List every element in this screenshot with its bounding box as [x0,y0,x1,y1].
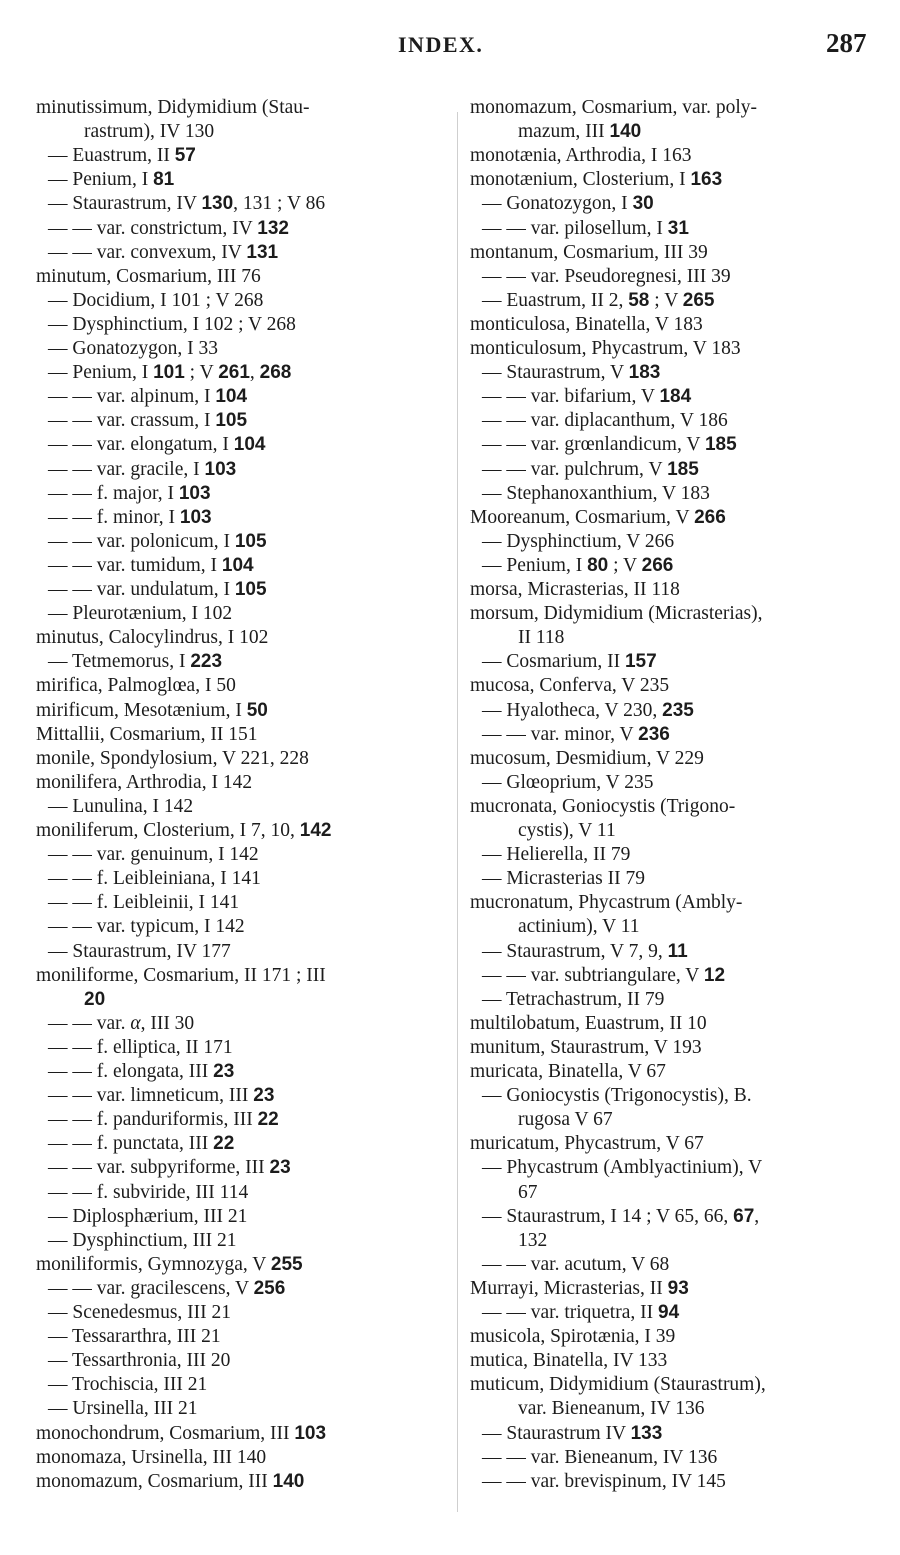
index-entry: — Pleurotænium, I 102 [48,603,233,625]
index-entry: — Hyalotheca, V 230, 235 [482,699,694,721]
index-entry: — Cosmarium, II 157 [482,651,657,673]
index-entry: — Micrasterias II 79 [482,868,645,890]
index-entry: — — var. pulchrum, V 185 [482,458,699,480]
index-entry: — — var. α, III 30 [48,1012,195,1034]
index-entry: — — var. crassum, I 105 [48,410,248,432]
index-entry: muricata, Binatella, V 67 [470,1061,666,1082]
index-entry: — — var. gracile, I 103 [48,458,237,480]
index-entry: — Stephanoxanthium, V 183 [482,482,710,504]
index-entry: — — var. bifarium, V 184 [482,386,692,408]
index-entry: minutus, Calocylindrus, I 102 [36,627,269,649]
index-entry: monotænium, Closterium, I 163 [470,169,723,191]
index-entry: — — f. elliptica, II 171 [48,1036,233,1058]
index-entry: mucosum, Desmidium, V 229 [470,747,704,769]
index-entry: — Tessararthra, III 21 [48,1326,221,1348]
index-entry: — — var. pilosellum, I 31 [482,217,689,239]
index-entry: — Lunulina, I 142 [48,795,194,817]
index-entry: — Gonatozygon, I 30 [482,193,654,215]
index-entry: monticulosum, Phycastrum, V 183 [470,338,741,359]
page-number: 287 [826,28,867,58]
index-entry: — — var. subpyriforme, III 23 [48,1157,291,1179]
index-entry: — — f. punctata, III 22 [48,1133,235,1155]
index-entry: morsum, Didymidium (Micrasterias), [470,603,763,625]
index-entry: monomazum, Cosmarium, var. poly- [470,97,758,118]
index-entry: — — var. gracilescens, V 256 [48,1277,286,1299]
index-entry: mutica, Binatella, IV 133 [470,1350,668,1372]
index-entry: mazum, III 140 [518,121,642,143]
index-entry: montanum, Cosmarium, III 39 [470,241,708,263]
index-entry: — — var. polonicum, I 105 [48,530,267,552]
index-entry: — — var. tumidum, I 104 [48,554,254,576]
index-entry: morsa, Micrasterias, II 118 [470,579,680,600]
index-entry: — Staurastrum, IV 177 [48,940,231,962]
index-entry: Murrayi, Micrasterias, II 93 [470,1277,689,1299]
index-entry: cystis), V 11 [518,820,616,841]
index-entry: Mittallii, Cosmarium, II 151 [36,723,258,745]
index-entry: — — var. subtriangulare, V 12 [482,964,726,986]
index-entry: monilifera, Arthrodia, I 142 [36,771,253,793]
index-entry: moniliformis, Gymnozyga, V 255 [36,1253,303,1275]
index-entry: rastrum), IV 130 [84,121,215,143]
index-entry: musicola, Spirotænia, I 39 [470,1326,676,1348]
index-entry: — — var. Bieneanum, IV 136 [482,1446,718,1468]
index-entry: — — var. typicum, I 142 [48,916,245,938]
index-entry: — Phycastrum (Amblyactinium), V [482,1157,763,1179]
index-entry: — — var. alpinum, I 104 [48,386,248,408]
index-entry: — Gonatozygon, I 33 [48,338,219,359]
index-entry: — — var. Pseudoregnesi, III 39 [482,265,731,287]
index-entry: — — var. grœnlandicum, V 185 [482,434,737,456]
index-entry: — — var. convexum, IV 131 [48,241,279,263]
index-entry: — Penium, I 81 [48,169,175,191]
index-entry: — — f. subviride, III 114 [48,1181,249,1203]
index-entry: actinium), V 11 [518,916,640,938]
index-entry: minutissimum, Didymidium (Stau- [36,97,310,118]
index-entry: — — var. diplacanthum, V 186 [482,410,728,432]
index-entry: monomazum, Cosmarium, III 140 [36,1470,305,1492]
index-entry: multilobatum, Euastrum, II 10 [470,1012,707,1034]
index-entry: — Goniocystis (Trigonocystis), B. [482,1085,752,1107]
index-entry: — — var. elongatum, I 104 [48,434,266,456]
index-entry: — Euastrum, II 2, 58 ; V 265 [482,289,715,311]
index-entry: — — var. brevispinum, IV 145 [482,1470,726,1492]
column-divider [457,112,458,1512]
index-entry: monomaza, Ursinella, III 140 [36,1446,267,1468]
index-entry: — Trochiscia, III 21 [48,1374,208,1396]
index-entry: — — var. constrictum, IV 132 [48,217,289,239]
index-entry: mucosa, Conferva, V 235 [470,675,670,697]
index-entry: muricatum, Phycastrum, V 67 [470,1133,704,1155]
index-entry: mucronatum, Phycastrum (Ambly- [470,892,743,914]
index-entry: muticum, Didymidium (Staurastrum), [470,1374,766,1396]
index-entry: — Tetmemorus, I 223 [48,651,223,673]
index-entry: rugosa V 67 [518,1109,613,1131]
index-entry: — Docidium, I 101 ; V 268 [48,289,264,311]
index-entry: II 118 [518,627,565,649]
index-entry: — — var. minor, V 236 [482,723,670,745]
index-entry: — Tetrachastrum, II 79 [482,988,665,1010]
index-entry: monochondrum, Cosmarium, III 103 [36,1422,327,1444]
index-entry: — — var. undulatum, I 105 [48,579,267,600]
index-entry: — Ursinella, III 21 [48,1398,198,1420]
index-entry: — Dysphinctium, I 102 ; V 268 [48,313,296,335]
index-entry: moniliforme, Cosmarium, II 171 ; III [36,964,326,986]
index-entry: var. Bieneanum, IV 136 [518,1398,705,1420]
index-entry: — Dysphinctium, III 21 [48,1229,237,1251]
index-entry: — Penium, I 101 ; V 261, 268 [48,362,292,384]
index-entry: monile, Spondylosium, V 221, 228 [36,747,309,769]
index-entry: — Scenedesmus, III 21 [48,1302,232,1323]
index-entry: — — var. triquetra, II 94 [482,1302,680,1323]
index-entry: 132 [518,1229,548,1251]
index-entry: minutum, Cosmarium, III 76 [36,265,261,287]
index-entry: — Tessarthronia, III 20 [48,1350,231,1372]
index-entry: 67 [518,1181,538,1203]
index-entry: — Staurastrum, I 14 ; V 65, 66, 67, [482,1205,760,1227]
index-entry: — Dysphinctium, V 266 [482,530,675,552]
index-entry: — — f. Leibleinii, I 141 [48,892,240,914]
index-entry: — Penium, I 80 ; V 266 [482,554,674,576]
index-entry: — Helierella, II 79 [482,844,631,866]
index-entry: — — var. acutum, V 68 [482,1253,670,1275]
index-entry: — — var. limneticum, III 23 [48,1085,275,1107]
index-entry: — — f. panduriformis, III 22 [48,1109,279,1131]
index-entry: — — var. genuinum, I 142 [48,844,259,866]
index-entry: — Euastrum, II 57 [48,145,196,167]
index-entry: monotænia, Arthrodia, I 163 [470,145,692,167]
index-entry: 20 [84,988,106,1010]
index-entry: — Staurastrum, V 183 [482,362,661,384]
index-entry: mucronata, Goniocystis (Trigono- [470,795,736,817]
index-entry: — — f. elongata, III 23 [48,1061,235,1082]
index-entry: Mooreanum, Cosmarium, V 266 [470,506,726,528]
page-header-title: INDEX. [398,32,484,57]
index-entry: — Glœoprium, V 235 [482,771,654,793]
index-entry: moniliferum, Closterium, I 7, 10, 142 [36,820,332,841]
index-entry: — — f. minor, I 103 [48,506,212,528]
index-entry: — — f. major, I 103 [48,482,211,504]
index-entry: — Staurastrum, IV 130, 131 ; V 86 [48,193,326,215]
index-entry: mirifica, Palmoglœa, I 50 [36,675,236,697]
index-entry: — Staurastrum IV 133 [482,1422,663,1444]
index-entry: munitum, Staurastrum, V 193 [470,1036,702,1058]
index-entry: — — f. Leibleiniana, I 141 [48,868,261,890]
index-entry: monticulosa, Binatella, V 183 [470,313,703,335]
index-entry: — Staurastrum, V 7, 9, 11 [482,940,688,962]
index-entry: — Diplosphærium, III 21 [48,1205,248,1227]
index-entry: mirificum, Mesotænium, I 50 [36,699,268,721]
